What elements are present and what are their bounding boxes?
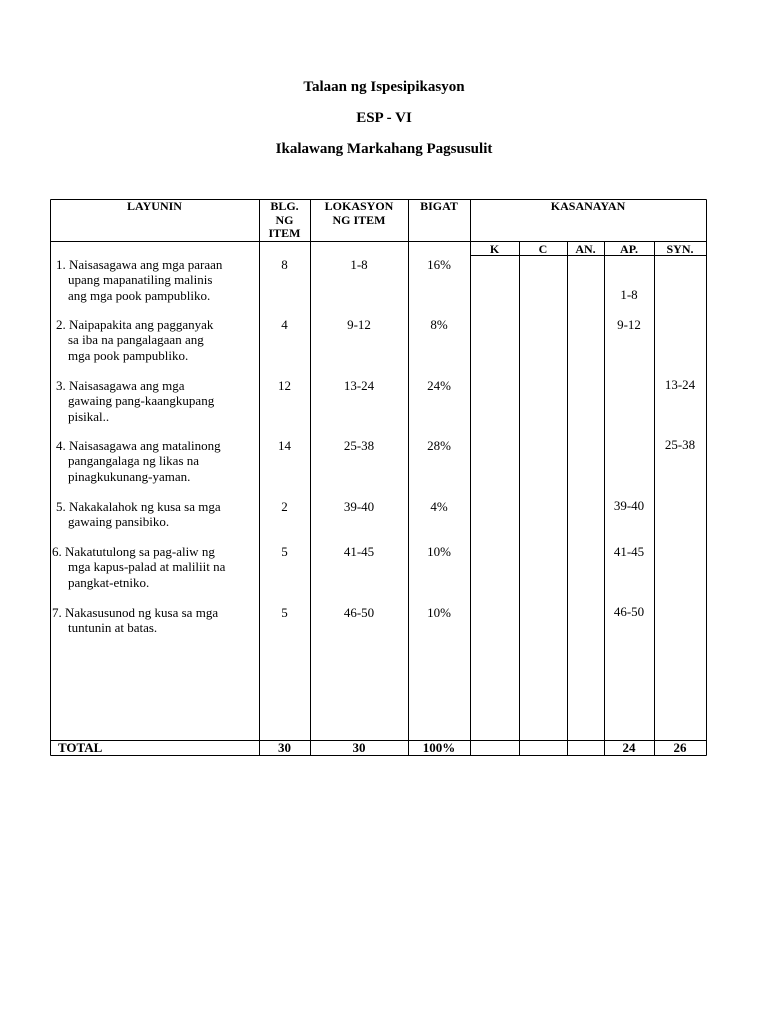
row-5-ap: 39-40 (613, 498, 645, 513)
header-bigat: BIGAT (420, 199, 458, 213)
row-2-lokasyon: 9-12 (347, 317, 371, 332)
row-1-ap: 1-8 (620, 287, 638, 302)
subheader-syn: SYN. (666, 242, 694, 256)
row-2-blg: 4 (281, 317, 288, 332)
subheader-an: AN. (575, 242, 596, 256)
row-3-bigat: 24% (427, 378, 451, 393)
row-5-bigat: 4% (430, 499, 448, 514)
total-lokasyon: 30 (352, 740, 366, 755)
exam-title: Ikalawang Markahang Pagsusulit (275, 141, 493, 157)
row-1-bigat: 16% (427, 257, 451, 272)
row-1-blg: 8 (281, 257, 288, 272)
row-6-ap: 41-45 (613, 544, 645, 559)
row-4-blg: 14 (278, 438, 291, 453)
objective-5: 5. Nakakalahok ng kusa sa mga gawaing pansibiko. (56, 499, 221, 530)
row-4-lokasyon: 25-38 (343, 438, 375, 453)
total-blg: 30 (278, 740, 291, 755)
row-6-lokasyon: 41-45 (343, 544, 375, 559)
header-kasanayan: KASANAYAN (550, 199, 626, 213)
row-5-blg: 2 (281, 499, 288, 514)
total-bigat: 100% (422, 740, 456, 755)
total-syn: 26 (673, 740, 687, 755)
row-7-blg: 5 (281, 605, 288, 620)
row-3-syn: 13-24 (664, 377, 696, 392)
row-4-syn: 25-38 (664, 437, 696, 452)
row-3-blg: 12 (278, 378, 291, 393)
objective-6: 6. Nakatutulong sa pag-aliw ng mga kapus-palad at maliliit na pangkat-etniko. (52, 544, 226, 590)
row-2-ap: 9-12 (617, 317, 641, 332)
header-blg: BLG. NG ITEM (268, 199, 301, 241)
row-7-lokasyon: 46-50 (343, 605, 375, 620)
document-title: Talaan ng Ispesipikasyon (303, 79, 465, 95)
row-7-ap: 46-50 (613, 604, 645, 619)
subheader-c: C (538, 242, 548, 256)
row-4-bigat: 28% (427, 438, 451, 453)
subheader-k: K (489, 242, 500, 256)
objective-7: 7. Nakasusunod ng kusa sa mga tuntunin at batas. (52, 605, 219, 636)
row-1-lokasyon: 1-8 (350, 257, 368, 272)
header-lokasyon: LOKASYON NG ITEM (324, 199, 394, 227)
row-5-lokasyon: 39-40 (343, 499, 375, 514)
total-label: TOTAL (58, 740, 103, 755)
row-2-bigat: 8% (430, 317, 448, 332)
objective-3: 3. Naisasagawa ang mga gawaing pang-kaangkupang pisikal.. (56, 378, 215, 424)
header-layunin: LAYUNIN (127, 199, 182, 213)
objective-1: 1. Naisasagawa ang mga paraan upang mapanatiling malinis ang mga pook pampubliko. (56, 257, 223, 303)
objective-2: 2. Naipapakita ang pagganyak sa iba na pangalagaan ang mga pook pampubliko. (56, 317, 214, 363)
total-ap: 24 (622, 740, 636, 755)
row-7-bigat: 10% (427, 605, 451, 620)
objective-4: 4. Naisasagawa ang matalinong pangangalaga ng likas na pinagkukunang-yaman. (56, 438, 221, 484)
subheader-ap: AP. (620, 242, 638, 256)
row-6-bigat: 10% (427, 544, 451, 559)
subject-title: ESP - VI (356, 110, 412, 126)
row-3-lokasyon: 13-24 (343, 378, 375, 393)
row-6-blg: 5 (281, 544, 288, 559)
